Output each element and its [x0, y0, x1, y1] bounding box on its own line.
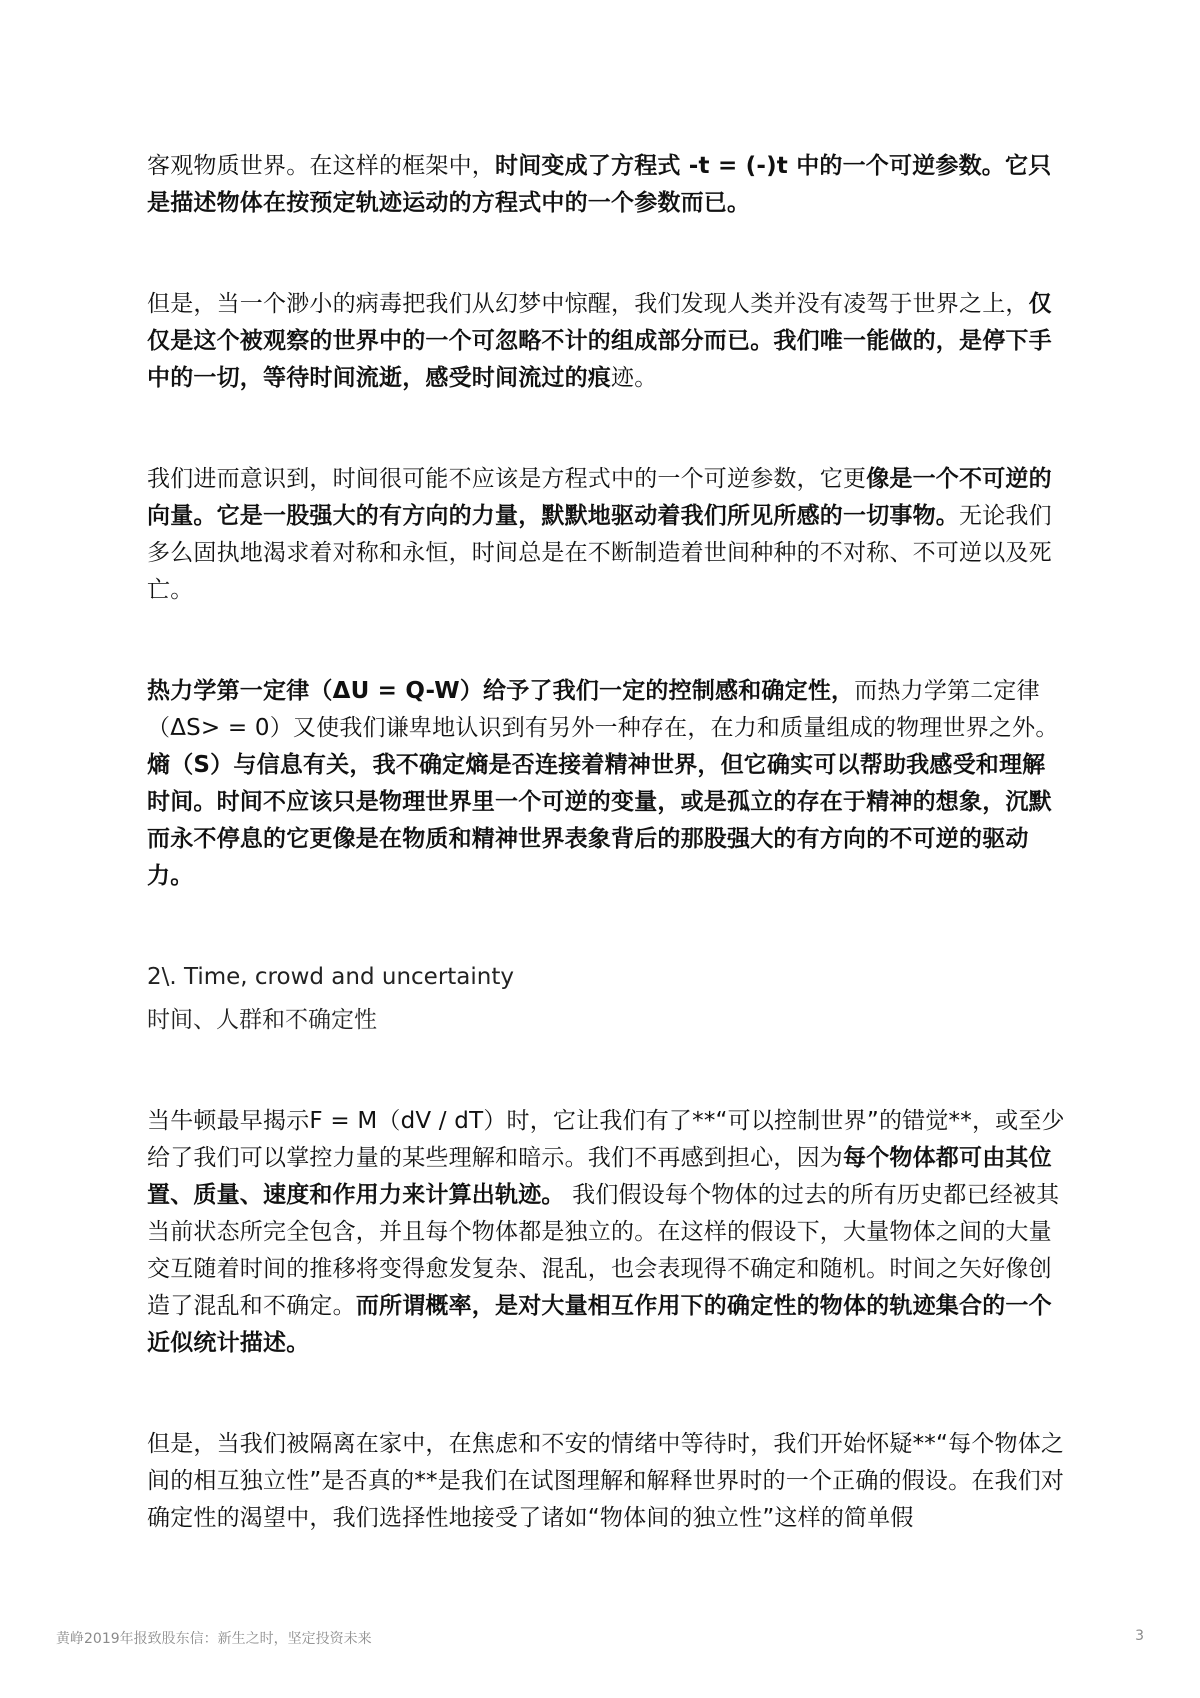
paragraph-4: [147, 673, 1067, 895]
paragraph-2-tail: 迹。: [611, 365, 658, 391]
paragraph-4-text: 而热力学第二定律（ΔS> = 0）又使我们谦卑地认识到有另外一种存在，在力和质量组成的物理世界之外。: [147, 678, 1059, 741]
paragraph-3-bold: 像是一个不可逆的向量。它是一股强大的有方向的力量，默默地驱动着我们所见所感的一切事物。: [147, 466, 1052, 529]
paragraph-2: [147, 286, 1067, 397]
paragraph-6: [147, 1426, 1067, 1537]
paragraph-5-bold-tail: 而所谓概率，是对大量相互作用下的确定性的物体的轨迹集合的一个近似统计描述。: [147, 1293, 1052, 1356]
document-body: [147, 148, 1067, 1537]
paragraph-3-tail: 无论我们多么固执地渴求着对称和永恒，时间总是在不断制造着世间种种的不对称、不可逆以及死亡。: [147, 503, 1052, 603]
paragraph-3-text: 我们进而意识到，时间很可能不应该是方程式中的一个可逆参数，它更: [147, 466, 867, 492]
paragraph-5-bold: 每个物体都可由其位置、质量、速度和作用力来计算出轨迹。: [147, 1145, 1052, 1208]
paragraph-1-bold: 时间变成了方程式 -t = (-)t 中的一个可逆参数。它只是描述物体在按预定轨迹运动的方程式中的一个参数而已。: [147, 153, 1052, 216]
paragraph-3: [147, 461, 1067, 609]
footer-title: 黄峥2019年报致股东信：新生之时，坚定投资未来: [56, 1631, 372, 1647]
paragraph-5: [147, 1103, 1067, 1362]
paragraph-2-text: 但是，当一个渺小的病毒把我们从幻梦中惊醒，我们发现人类并没有凌驾于世界之上，: [147, 291, 1029, 317]
paragraph-1: [147, 148, 1067, 222]
paragraph-5-text: 当牛顿最早揭示F = M（dV / dT）时，它让我们有了**“可以控制世界”的错觉**，或至少给了我们可以掌控力量的某些理解和暗示。我们不再感到担心，因为: [147, 1108, 1065, 1171]
section-title-en: 2\. Time, crowd and uncertainty: [147, 964, 515, 990]
section-title-zh: 时间、人群和不确定性: [147, 1007, 377, 1033]
paragraph-5-middle: 我们假设每个物体的过去的所有历史都已经被其当前状态所完全包含，并且每个物体都是独立的。在这样的假设下，大量物体之间的大量交互随着时间的推移将变得愈发复杂、混乱，也会表现得不确定和随机。时间之矢好像创造了混乱和不确定。: [147, 1182, 1060, 1319]
paragraph-2-bold: 仅仅是这个被观察的世界中的一个可忽略不计的组成部分而已。我们唯一能做的，是停下手中的一切，等待时间流逝，感受时间流过的痕: [147, 291, 1052, 391]
paragraph-6-text: 但是，当我们被隔离在家中，在焦虑和不安的情绪中等待时，我们开始怀疑**“每个物体之间的相互独立性”是否真的**是我们在试图理解和解释世界时的一个正确的假设。在我们对确定性的渴望中，我们选择性地接受了诸如“物体间的独立性”这样的简单假: [147, 1431, 1065, 1531]
paragraph-4-bold-tail: 熵（S）与信息有关，我不确定熵是否连接着精神世界，但它确实可以帮助我感受和理解时间。时间不应该只是物理世界里一个可逆的变量，或是孤立的存在于精神的想象，沉默而永不停息的它更像是在物质和精神世界表象背后的那股强大的有方向的不可逆的驱动力。: [147, 752, 1052, 889]
paragraph-4-bold-lead: 热力学第一定律（ΔU = Q-W）给予了我们一定的控制感和确定性，: [147, 678, 855, 704]
paragraph-1-text: 客观物质世界。在这样的框架中，: [147, 153, 495, 179]
page-number: 3: [1135, 1628, 1144, 1644]
